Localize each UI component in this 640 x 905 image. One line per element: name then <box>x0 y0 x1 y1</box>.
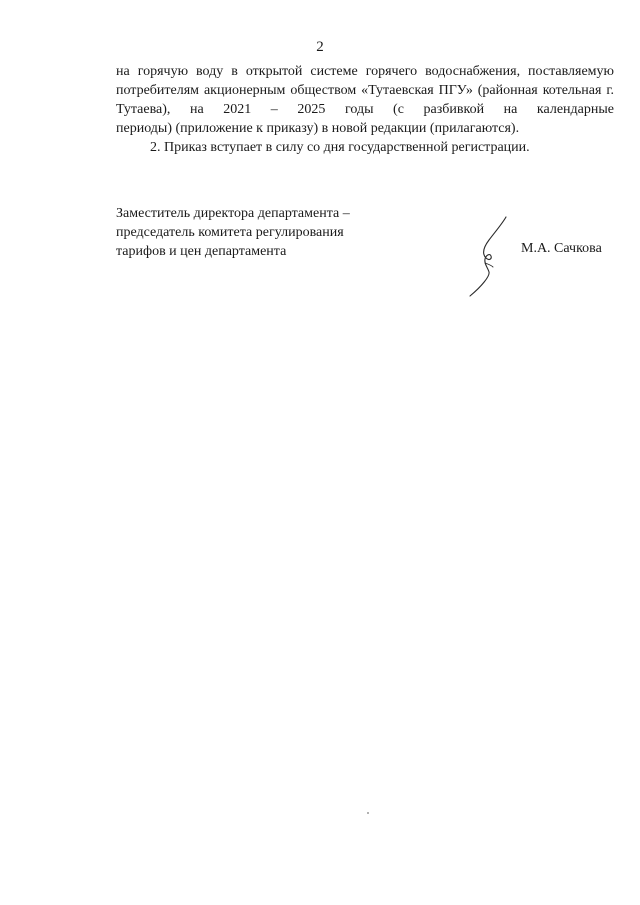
body-line: потребителям акционерным обществом «Тутаевская ПГУ» (районная <box>116 83 538 98</box>
body-paragraph-2: 2. Приказ вступает в силу со дня государственной регистрации. <box>150 140 530 155</box>
signer-name: М.А. Сачкова <box>521 241 602 256</box>
body-line: котельная г. Тутаева), на 2021 – 2025 годы (с разбивкой на календарные <box>116 83 615 117</box>
signer-position-line: тарифов и цен департамента <box>116 244 287 259</box>
document-body <box>116 62 614 157</box>
body-line: на горячую воду в открытой системе горячего водоснабжения, поставляемую <box>116 64 614 79</box>
body-paragraph-1 <box>116 62 614 138</box>
signer-position <box>116 204 350 261</box>
page-number: 2 <box>316 39 324 55</box>
scan-speck <box>367 812 369 814</box>
signer-position-line: Заместитель директора департамента – <box>116 206 350 221</box>
body-line: периоды) (приложение к приказу) в новой редакции (прилагаются). <box>116 121 520 136</box>
handwritten-signature <box>462 214 522 298</box>
signer-position-line: председатель комитета регулирования <box>116 225 344 240</box>
